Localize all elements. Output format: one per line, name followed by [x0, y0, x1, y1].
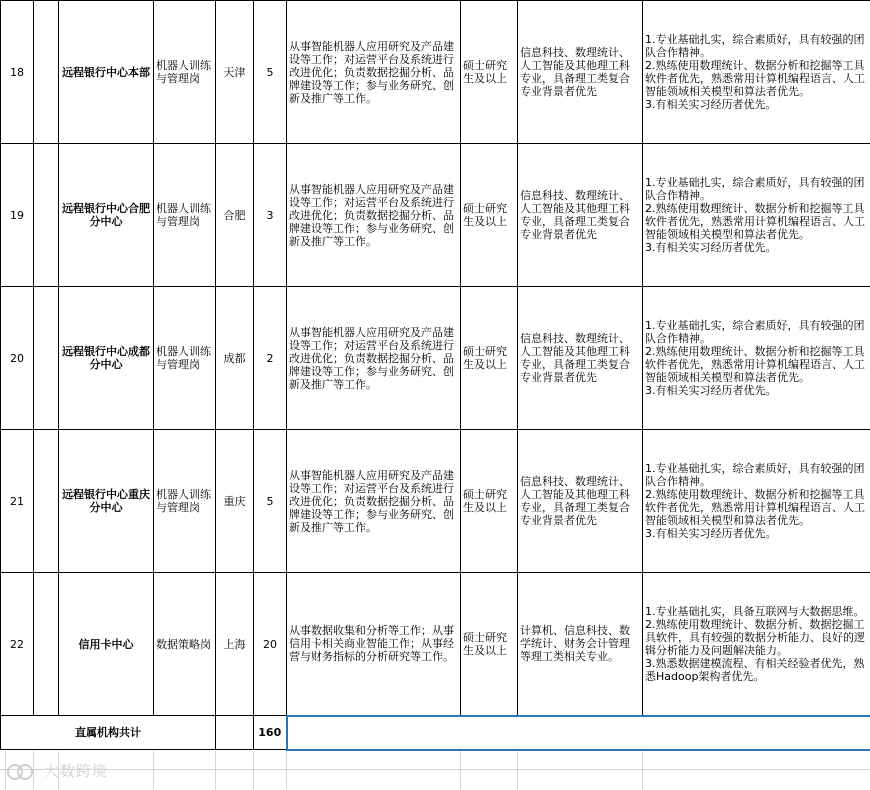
headcount-cell[interactable]: 5: [254, 1, 287, 144]
requirement-line: 3.有相关实习经历者优先。: [645, 384, 777, 397]
department-cell[interactable]: 远程银行中心重庆分中心: [59, 430, 154, 573]
requirement-line: 1.专业基础扎实，具备互联网与大数据思维。: [645, 604, 865, 618]
major-cell[interactable]: 信息科技、数理统计、人工智能及其他理工科专业，具备理工类复合专业背景者优先: [518, 144, 643, 287]
requirement-line: 3.有相关实习经历者优先。: [645, 241, 777, 254]
headcount-cell[interactable]: 2: [254, 287, 287, 430]
requirement-line: 2.熟练使用数理统计、数据分析和挖掘等工具软件者优先，熟悉常用计算机编程语言、人工智能领域相关模型和算法者优先。: [645, 345, 865, 384]
major-cell[interactable]: 信息科技、数理统计、人工智能及其他理工科专业，具备理工类复合专业背景者优先: [518, 1, 643, 144]
duties-cell[interactable]: 从事智能机器人应用研究及产品建设等工作；对运营平台及系统进行改进优化；负责数据挖掘分析、品牌建设等工作；参与业务研究、创新及推广等工作。: [287, 1, 461, 144]
total-value[interactable]: 160: [254, 716, 287, 750]
education-cell[interactable]: 硕士研究生及以上: [461, 287, 518, 430]
requirement-line: 2.熟练使用数理统计、数据分析、数据挖掘工具软件，具有较强的数据分析能力、良好的逻辑分析能力及问题解决能力。: [645, 617, 865, 657]
total-body: [1, 716, 870, 750]
city-cell[interactable]: 合肥: [216, 144, 254, 287]
table-row: [1, 287, 870, 430]
sheet-gridline: [0, 769, 870, 770]
row-index-cell[interactable]: 22: [1, 573, 34, 716]
requirement-line: 3.有相关实习经历者优先。: [645, 527, 777, 540]
headcount-cell[interactable]: 5: [254, 430, 287, 573]
position-cell[interactable]: 机器人训练与管理岗: [154, 430, 216, 573]
position-cell[interactable]: 机器人训练与管理岗: [154, 287, 216, 430]
logo-icon: [6, 762, 34, 782]
requirement-line: 3.有相关实习经历者优先。: [645, 98, 777, 111]
position-cell[interactable]: 机器人训练与管理岗: [154, 144, 216, 287]
requirements-cell[interactable]: [643, 287, 870, 430]
watermark: [6, 760, 108, 782]
requirement-line: 1.专业基础扎实，综合素质好，具有较强的团队合作精神。: [645, 176, 865, 202]
major-cell[interactable]: 计算机、信息科技、数学统计、财务会计管理等理工类相关专业。: [518, 573, 643, 716]
position-cell[interactable]: 数据策略岗: [154, 573, 216, 716]
education-cell[interactable]: 硕士研究生及以上: [461, 144, 518, 287]
requirements-cell[interactable]: [643, 1, 870, 144]
blank-cell[interactable]: [34, 573, 59, 716]
total-row: [1, 716, 870, 750]
requirement-line: 2.熟练使用数理统计、数据分析和挖掘等工具软件者优先，熟悉常用计算机编程语言、人工智能领域相关模型和算法者优先。: [645, 488, 865, 527]
city-cell[interactable]: 天津: [216, 1, 254, 144]
blank-cell[interactable]: [34, 1, 59, 144]
requirement-line: 2.熟练使用数理统计、数据分析和挖掘等工具软件者优先，熟悉常用计算机编程语言、人工智能领域相关模型和算法者优先。: [645, 59, 865, 98]
sheet-gridline: [517, 748, 518, 790]
blank-cell[interactable]: [34, 144, 59, 287]
requirement-line: 1.专业基础扎实，综合素质好，具有较强的团队合作精神。: [645, 33, 865, 59]
table-row: [1, 573, 870, 716]
requirements-cell[interactable]: [643, 144, 870, 287]
row-index-cell[interactable]: 20: [1, 287, 34, 430]
education-cell[interactable]: 硕士研究生及以上: [461, 430, 518, 573]
sheet-gridline: [253, 748, 254, 790]
duties-cell[interactable]: 从事数据收集和分析等工作；从事信用卡相关商业智能工作；从事经营与财务指标的分析研究等工作。: [287, 573, 461, 716]
row-index-cell[interactable]: 19: [1, 144, 34, 287]
table-row: [1, 430, 870, 573]
requirement-line: 1.专业基础扎实，综合素质好，具有较强的团队合作精神。: [645, 462, 865, 488]
headcount-cell[interactable]: 20: [254, 573, 287, 716]
headcount-cell[interactable]: 3: [254, 144, 287, 287]
major-cell[interactable]: 信息科技、数理统计、人工智能及其他理工科专业，具备理工类复合专业背景者优先: [518, 287, 643, 430]
blank-cell[interactable]: [34, 430, 59, 573]
requirements-cell[interactable]: [643, 573, 870, 716]
education-cell[interactable]: 硕士研究生及以上: [461, 1, 518, 144]
blank-cell[interactable]: [34, 287, 59, 430]
requirements-cell[interactable]: [643, 430, 870, 573]
city-cell[interactable]: 上海: [216, 573, 254, 716]
department-cell[interactable]: 远程银行中心成都分中心: [59, 287, 154, 430]
sheet-gridline: [460, 748, 461, 790]
table-row: [1, 144, 870, 287]
duties-cell[interactable]: 从事智能机器人应用研究及产品建设等工作；对运营平台及系统进行改进优化；负责数据挖掘分析、品牌建设等工作；参与业务研究、创新及推广等工作。: [287, 144, 461, 287]
selected-cell[interactable]: [287, 716, 870, 750]
empty-cell[interactable]: [216, 716, 254, 750]
department-cell[interactable]: 远程银行中心合肥分中心: [59, 144, 154, 287]
city-cell[interactable]: 成都: [216, 287, 254, 430]
row-index-cell[interactable]: 18: [1, 1, 34, 144]
department-cell[interactable]: 信用卡中心: [59, 573, 154, 716]
city-cell[interactable]: 重庆: [216, 430, 254, 573]
position-cell[interactable]: 机器人训练与管理岗: [154, 1, 216, 144]
table-body: [1, 1, 870, 716]
sheet-gridline: [642, 748, 643, 790]
department-cell[interactable]: 远程银行中心本部: [59, 1, 154, 144]
major-cell[interactable]: 信息科技、数理统计、人工智能及其他理工科专业，具备理工类复合专业背景者优先: [518, 430, 643, 573]
row-index-cell[interactable]: 21: [1, 430, 34, 573]
requirement-line: 1.专业基础扎实，综合素质好，具有较强的团队合作精神。: [645, 319, 865, 345]
duties-cell[interactable]: 从事智能机器人应用研究及产品建设等工作；对运营平台及系统进行改进优化；负责数据挖掘分析、品牌建设等工作；参与业务研究、创新及推广等工作。: [287, 287, 461, 430]
sheet-gridline: [215, 748, 216, 790]
sheet-gridline: [286, 748, 287, 790]
table-row: [1, 1, 870, 144]
requirement-line: 3.熟悉数据建模流程、有相关经验者优先，熟悉Hadoop架构者优先。: [645, 656, 865, 683]
sheet-gridline: [153, 748, 154, 790]
duties-cell[interactable]: 从事智能机器人应用研究及产品建设等工作；对运营平台及系统进行改进优化；负责数据挖掘分析、品牌建设等工作；参与业务研究、创新及推广等工作。: [287, 430, 461, 573]
watermark-text: 大数跨境: [43, 762, 108, 780]
education-cell[interactable]: 硕士研究生及以上: [461, 573, 518, 716]
requirement-line: 2.熟练使用数理统计、数据分析和挖掘等工具软件者优先，熟悉常用计算机编程语言、人工智能领域相关模型和算法者优先。: [645, 202, 865, 241]
total-label[interactable]: 直属机构共计: [1, 716, 216, 750]
